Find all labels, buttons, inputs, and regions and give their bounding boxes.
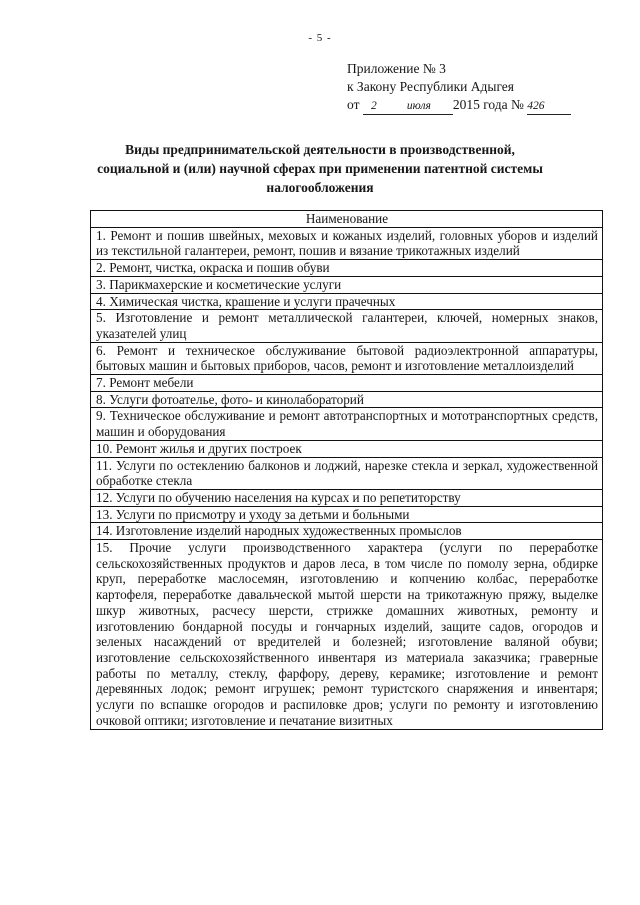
table-row: 12. Услуги по обучению населения на курсах и по репетиторству xyxy=(91,490,602,507)
table-row: 2. Ремонт, чистка, окраска и пошив обуви xyxy=(91,260,602,277)
appendix-day: 2 xyxy=(370,100,377,112)
appendix-block xyxy=(347,60,571,115)
table-row: 5. Изготовление и ремонт металлической галантереи, ключей, номерных знаков, указателей улиц xyxy=(91,310,602,342)
table-row: 8. Услуги фотоателье, фото- и кинолабораторий xyxy=(91,392,602,409)
appendix-number: 426 xyxy=(527,100,545,112)
table-row: 4. Химическая чистка, крашение и услуги прачечных xyxy=(91,294,602,311)
table-row: 1. Ремонт и пошив швейных, меховых и кожаных изделий, головных уборов и изделий из текстильной галантереи, ремонт, пошив и вязание трикотажных изделий xyxy=(91,228,602,260)
document-title xyxy=(80,140,560,197)
appendix-date-line xyxy=(347,96,571,115)
table-row: 9. Техническое обслуживание и ремонт автотранспортных и мототранспортных средств, машин и оборудования xyxy=(91,408,602,440)
table-row: 13. Услуги по присмотру и уходу за детьми и больными xyxy=(91,507,602,524)
document-title-line-3: налогообложения xyxy=(266,180,374,195)
table-row: 11. Услуги по остеклению балконов и лоджий, нарезке стекла и зеркал, художественной обработке стекла xyxy=(91,458,602,490)
appendix-law-reference: к Закону Республики Адыгея xyxy=(347,79,515,94)
appendix-title: Приложение № 3 xyxy=(347,61,446,76)
document-title-line-1: Виды предпринимательской деятельности в производственной, xyxy=(125,142,515,157)
document-title-line-2: социальной и (или) научной сферах при применении патентной системы xyxy=(97,161,543,176)
table-row: 10. Ремонт жилья и других построек xyxy=(91,441,602,458)
table-row: 3. Парикмахерские и косметические услуги xyxy=(91,277,602,294)
table-header: Наименование xyxy=(91,211,602,228)
appendix-date-prefix: от xyxy=(347,97,360,112)
activities-table xyxy=(90,210,603,730)
table-row: 15. Прочие услуги производственного характера (услуги по переработке сельскохозяйственных продуктов и даров леса, в том числе по помолу зерна, обдирке круп, переработке маслосемян, изготовлению и копчению колбас, переработке картофеля, переработке давальческой мытой шерсти на трикотажную пряжу, выделке шкур животных, расчесу шерсти, стрижке домашних животных, ремонту и изготовлению бондарной посуды и гончарных изделий, защите садов, огородов и зеленых насаждений от вредителей и болезней; изготовление валяной обуви; изготовление сельскохозяйственного инвентаря из материала заказчика; граверные работы по металлу, стеклу, фарфору, дереву, керамике; изготовление и ремонт деревянных лодок; ремонт игрушек; ремонт туристского снаряжения и инвентаря; услуги по вспашке огородов и распиловке дров; услуги по ремонту и изготовлению очковой оптики; изготовление и печатание визитных xyxy=(91,540,602,729)
table-row: 14. Изготовление изделий народных художественных промыслов xyxy=(91,523,602,540)
appendix-month: июля xyxy=(406,100,431,112)
page-number: - 5 - xyxy=(308,32,332,44)
table-row: 7. Ремонт мебели xyxy=(91,375,602,392)
appendix-year: 2015 года № xyxy=(452,97,524,112)
table-row: 6. Ремонт и техническое обслуживание бытовой радиоэлектронной аппаратуры, бытовых машин и бытовых приборов, часов, ремонт и изготовление металлоизделий xyxy=(91,343,602,375)
